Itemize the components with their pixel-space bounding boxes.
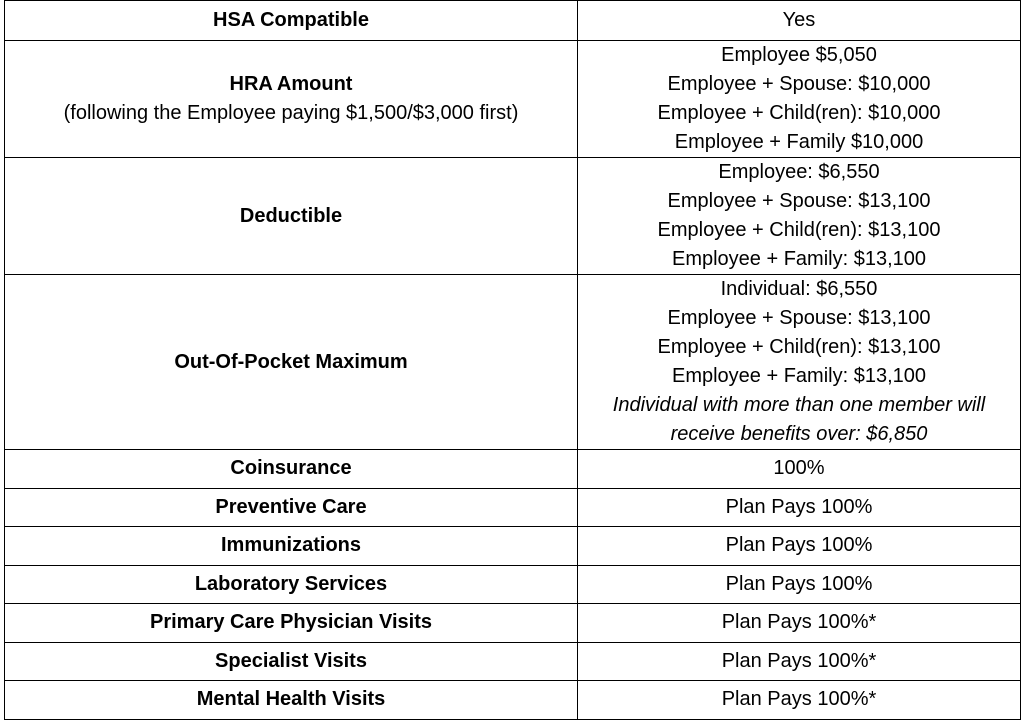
row-label-coinsurance [5, 450, 578, 489]
row-label-text: Laboratory Services [194, 572, 388, 595]
row-label-immunizations [5, 527, 578, 566]
table-row [5, 41, 1021, 158]
table-row [5, 158, 1021, 275]
row-value-mental-health-visits [578, 681, 1021, 720]
table-row [5, 604, 1021, 643]
row-value-immunizations [578, 527, 1021, 566]
row-label-preventive-care [5, 488, 578, 527]
value-line: Employee + Spouse: $13,100 [667, 190, 931, 212]
row-value-laboratory-services [578, 565, 1021, 604]
row-label-text: Mental Health Visits [196, 688, 386, 711]
value-line: Employee + Family $10,000 [674, 131, 924, 153]
table-row [5, 527, 1021, 566]
row-label-hra-amount [5, 41, 578, 158]
row-value-preventive-care [578, 488, 1021, 527]
row-label-out-of-pocket-maximum [5, 275, 578, 450]
row-value-hra-amount [578, 41, 1021, 158]
value-line: Employee + Child(ren): $10,000 [657, 102, 941, 124]
row-value-deductible [578, 158, 1021, 275]
benefits-table [4, 0, 1021, 720]
row-label-text: Immunizations [220, 534, 361, 557]
row-label-mental-health-visits [5, 681, 578, 720]
value-line: Plan Pays 100% [725, 495, 873, 518]
row-label-hsa-compatible [5, 1, 578, 41]
value-line: Employee + Spouse: $10,000 [667, 73, 931, 95]
oop-note-line: Individual with more than one member will [612, 394, 986, 416]
value-line: Individual: $6,550 [720, 278, 878, 300]
row-label-text: Primary Care Physician Visits [149, 611, 432, 634]
row-value-coinsurance [578, 450, 1021, 489]
row-sublabel-text: (following the Employee paying $1,500/$3,000 first) [63, 102, 519, 124]
row-label-laboratory-services [5, 565, 578, 604]
value-line: Plan Pays 100%* [721, 611, 877, 634]
row-label-text: Out-Of-Pocket Maximum [174, 350, 408, 373]
table-row [5, 275, 1021, 450]
value-line: 100% [773, 457, 825, 480]
row-label-text: Specialist Visits [215, 649, 367, 672]
table-row [5, 565, 1021, 604]
value-line: Employee + Child(ren): $13,100 [657, 336, 941, 358]
row-value-out-of-pocket-maximum [578, 275, 1021, 450]
oop-note-line: receive benefits over: $6,850 [670, 423, 928, 445]
value-line: Employee + Spouse: $13,100 [667, 307, 931, 329]
value-line: Plan Pays 100% [725, 534, 873, 557]
value-line: Employee: $6,550 [718, 161, 880, 183]
row-label-deductible [5, 158, 578, 275]
value-line: Employee $5,050 [721, 44, 877, 66]
value-line: Yes [782, 9, 816, 31]
value-line: Employee + Family: $13,100 [671, 248, 927, 270]
row-label-text: HSA Compatible [213, 9, 369, 31]
row-label-primary-care-physician-visits [5, 604, 578, 643]
row-label-specialist-visits [5, 642, 578, 681]
table-row [5, 488, 1021, 527]
table-row [5, 1, 1021, 41]
row-value-primary-care-physician-visits [578, 604, 1021, 643]
table-row [5, 681, 1021, 720]
table-row [5, 642, 1021, 681]
value-line: Plan Pays 100% [725, 572, 873, 595]
row-label-text: Coinsurance [230, 457, 352, 480]
row-value-specialist-visits [578, 642, 1021, 681]
row-label-text: Deductible [239, 204, 343, 227]
row-label-text: Preventive Care [215, 495, 367, 518]
table-row [5, 450, 1021, 489]
value-line: Plan Pays 100%* [721, 649, 877, 672]
row-value-hsa-compatible [578, 1, 1021, 41]
row-label-text: HRA Amount [229, 73, 353, 95]
value-line: Plan Pays 100%* [721, 688, 877, 711]
value-line: Employee + Family: $13,100 [671, 365, 927, 387]
value-line: Employee + Child(ren): $13,100 [657, 219, 941, 241]
